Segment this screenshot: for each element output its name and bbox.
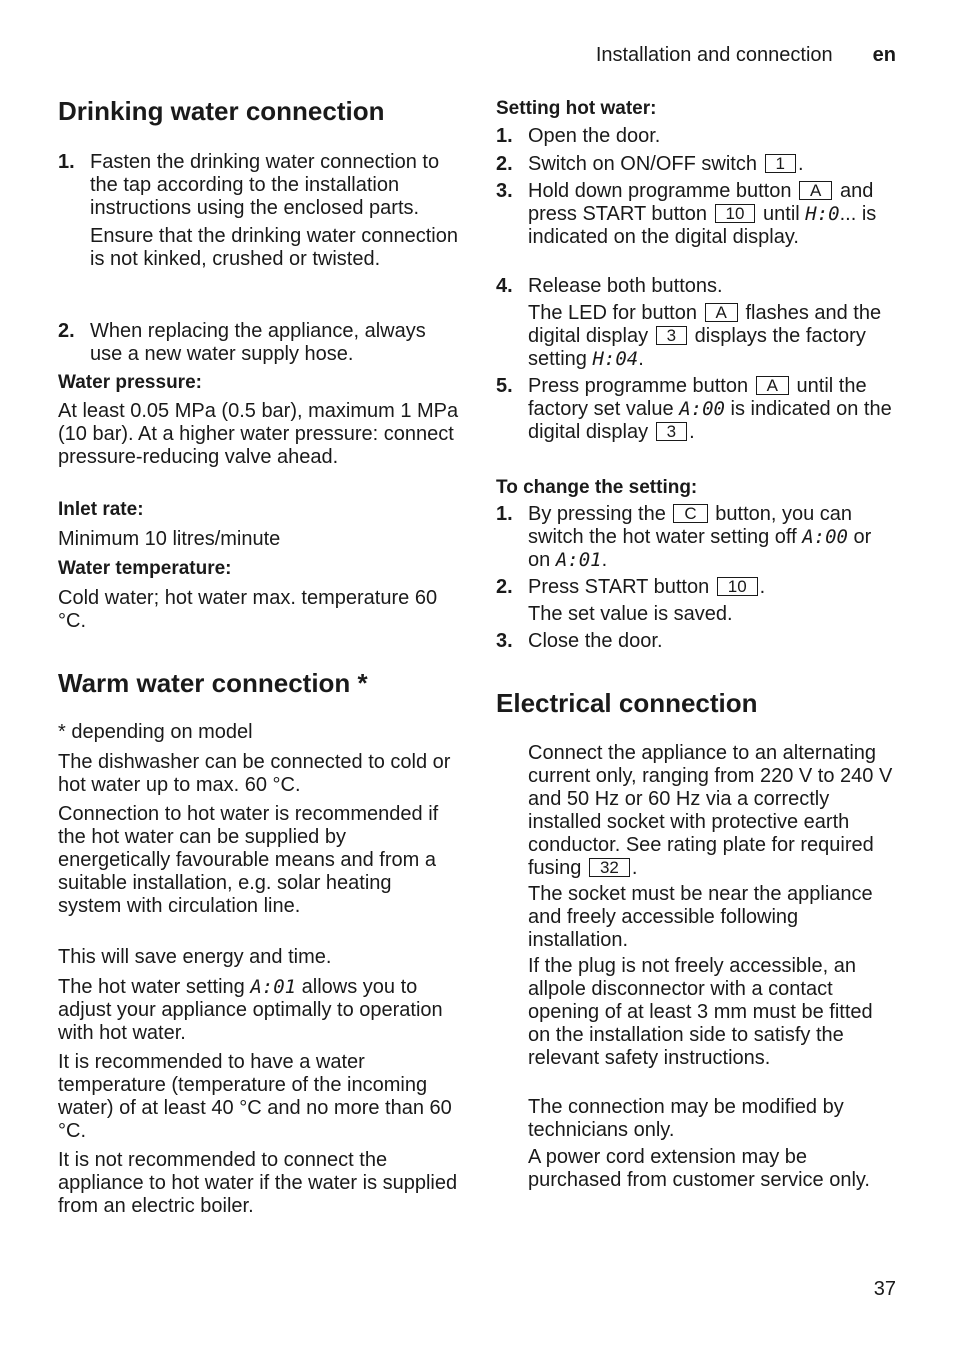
- warm-note: * depending on model: [58, 721, 253, 743]
- hot-step-1: 1. Open the door.: [496, 125, 661, 147]
- inlet-rate-text: Minimum 10 litres/minute: [58, 528, 281, 550]
- key-label: 32: [589, 858, 630, 877]
- change-step-1: 1. By pressing the C button, you can switch the hot water setting off A:00 or on A:01.: [496, 503, 872, 571]
- page-header: [596, 44, 896, 67]
- key-label: 3: [656, 422, 687, 441]
- change-step-3: 3. Close the door.: [496, 630, 663, 652]
- water-pressure-label: Water pressure:: [58, 372, 202, 393]
- key-label: 1: [765, 154, 796, 173]
- setting-hot-water-label: Setting hot water:: [496, 98, 657, 119]
- hot-step-3: 3. Hold down programme button A and press START button 10 until H:0... is indicated on the digital display.: [496, 180, 877, 248]
- hot-step-5: 5. Press programme button A until the factory set value A:00 is indicated on the digital display 3 .: [496, 375, 892, 443]
- warm-water-title: Warm water connection *: [58, 668, 368, 698]
- key-label: A: [705, 303, 738, 322]
- digital-display-value: H:04: [592, 348, 639, 370]
- electrical-title: Electrical connection: [496, 688, 758, 718]
- digital-display-value: A:00: [679, 398, 725, 420]
- digital-display-value: A:01: [555, 549, 602, 571]
- change-setting-label: To change the setting:: [496, 477, 698, 498]
- warm-para-4: The hot water setting A:01 allows you to adjust your appliance optimally to operation with hot water.: [58, 976, 443, 1044]
- electrical-para-3: If the plug is not freely accessible, an allpole disconnector with a contact opening of at least 3 mm must be fitted on the installation side to satisfy the relevant safety instructions.: [528, 955, 873, 1069]
- key-label: 10: [715, 204, 756, 223]
- water-pressure-text: At least 0.05 MPa (0.5 bar), maximum 1 MPa (10 bar). At a higher water pressure: connect pressure-reducing valve ahead.: [58, 400, 459, 468]
- key-label: A: [756, 376, 789, 395]
- hot-step-2: 2. Switch on ON/OFF switch 1 .: [496, 153, 804, 175]
- key-label: C: [673, 504, 707, 523]
- drinking-water-title: Drinking water connection: [58, 96, 385, 126]
- warm-para-2: Connection to hot water is recommended if the hot water can be supplied by energetically favourable means and from a suitable installation, e.g. solar heating system with circulation line.: [58, 803, 439, 917]
- drinking-step-2: 2. When replacing the appliance, always use a new water supply hose.: [58, 320, 426, 365]
- warm-para-3: This will save energy and time.: [58, 946, 332, 968]
- key-label: 3: [656, 326, 687, 345]
- digital-display-value: A:01: [250, 976, 297, 998]
- warm-para-5: It is recommended to have a water temperature (temperature of the incoming water) of at least 40 °C and no more than 60 °C.: [58, 1051, 452, 1142]
- hot-step-4: 4. Release both buttons. The LED for button A flashes and the digital display 3 displays the factory setting H:04.: [496, 275, 882, 370]
- key-label: 10: [717, 577, 758, 596]
- electrical-para-1: Connect the appliance to an alternating current only, ranging from 220 V to 240 V and 50 Hz or 60 Hz via a correctly installed socket with protective earth conductor. See rating plate for required fusing 32 .: [528, 742, 893, 879]
- electrical-para-4: The connection may be modified by technicians only.: [528, 1096, 844, 1141]
- header-language: en: [872, 44, 896, 66]
- key-label: A: [799, 181, 832, 200]
- water-temperature-text: Cold water; hot water max. temperature 60 °C.: [58, 587, 438, 632]
- page-number: 37: [873, 1278, 896, 1300]
- electrical-para-5: A power cord extension may be purchased from customer service only.: [528, 1146, 870, 1191]
- electrical-para-2: The socket must be near the appliance and freely accessible following installation.: [528, 883, 873, 951]
- digital-display-value: A:00: [802, 526, 848, 548]
- digital-display-value: H:0: [805, 203, 840, 225]
- header-section-title: Installation and connection: [595, 44, 833, 66]
- warm-para-1: The dishwasher can be connected to cold or hot water up to max. 60 °C.: [58, 751, 451, 796]
- water-temperature-label: Water temperature:: [58, 558, 232, 579]
- warm-para-6: It is not recommended to connect the appliance to hot water if the water is supplied from an electric boiler.: [58, 1149, 458, 1217]
- change-step-2: 2. Press START button 10 . The set value is saved.: [496, 576, 766, 625]
- drinking-step-1: 1. Fasten the drinking water connection to the tap according to the installation instructions using the enclosed parts. Ensure that the drinking water connection is not kinked, crushed or twisted.: [58, 151, 458, 270]
- inlet-rate-label: Inlet rate:: [58, 499, 144, 520]
